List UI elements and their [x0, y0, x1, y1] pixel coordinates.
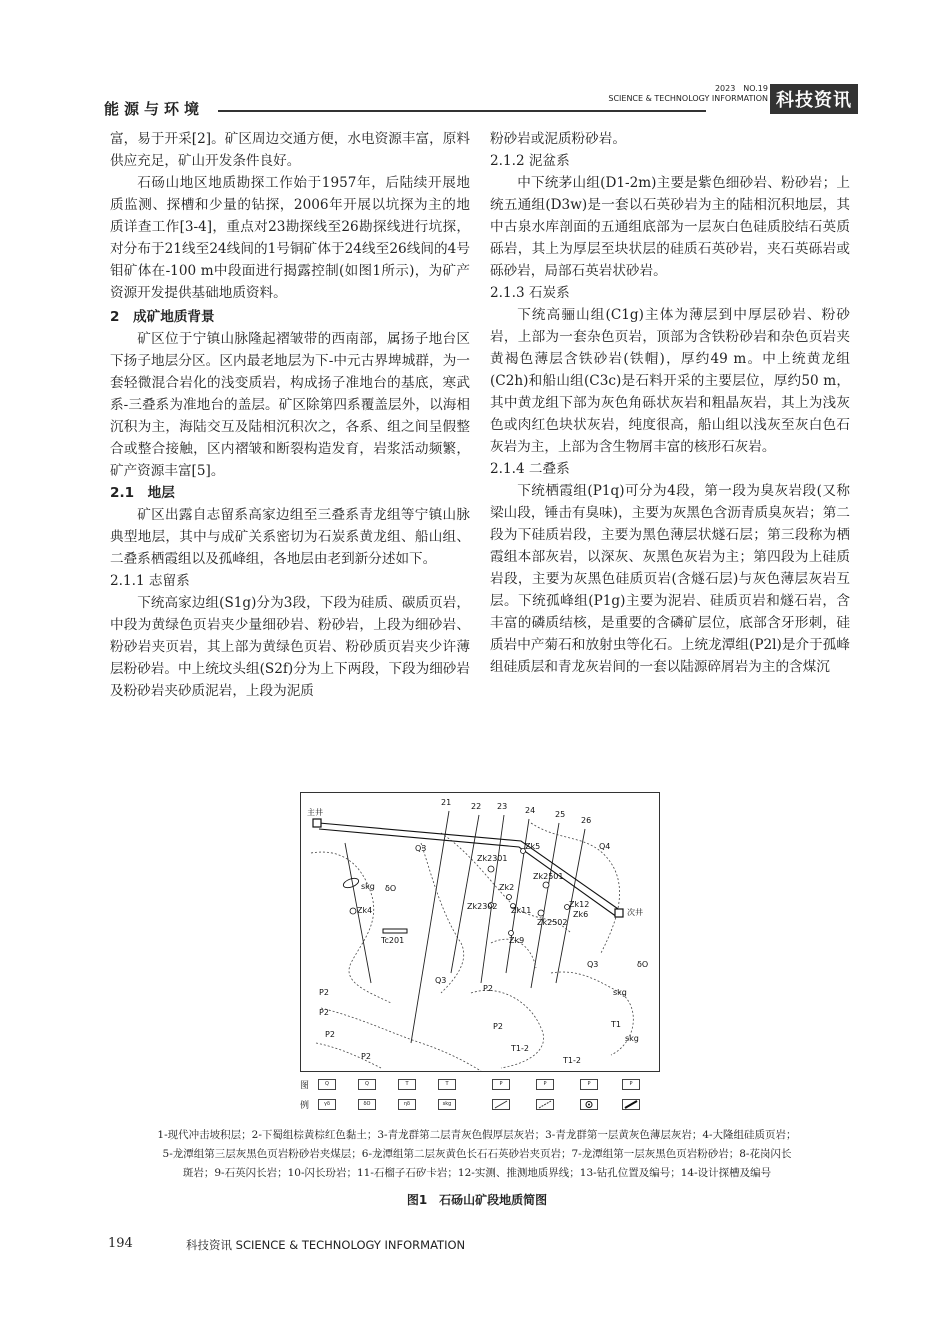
drillhole-label: Zk2302	[467, 902, 498, 911]
stratum-label: P2	[493, 1022, 503, 1031]
stratum-label: P2	[325, 1030, 335, 1039]
legend-swatch: δO	[358, 1099, 376, 1110]
journal-en-name: SCIENCE & TECHNOLOGY INFORMATION	[608, 94, 768, 103]
paragraph: 下统高骊山组(C1g)主体为薄层到中厚层砂岩、粉砂岩，上部为一套杂色页岩，顶部为含铁粉砂岩和杂色页岩夹黄褐色薄层含铁砂岩(铁帽)，厚约49 m。中上统黄龙组(C2h)和船山组(C3c)是石料开采的主要层位，厚约50 m，其中黄龙组下部为灰色角砾状灰岩和粗晶灰岩，其上为浅灰色或肉红色块状灰岩，纯度很高，船山组以浅灰至灰白色石灰岩为主，上部为含生物屑丰富的核形石灰岩。	[490, 307, 850, 455]
legend-swatch: γδ	[318, 1099, 336, 1110]
right-column	[490, 128, 850, 678]
legend-swatch: P	[536, 1079, 554, 1090]
exploration-lines	[345, 811, 585, 1043]
legend-swatch: Q	[318, 1079, 336, 1090]
stratum-label: T1-2	[563, 1056, 581, 1065]
stratum-label: Q4	[599, 842, 611, 851]
drillhole-label: Zk11	[511, 906, 532, 915]
geological-map-figure	[300, 792, 660, 1072]
stratum-label: T1-2	[511, 1044, 529, 1053]
line-label: 25	[555, 810, 566, 819]
stratum-label: P2	[483, 984, 493, 993]
drillhole-label: Zk9	[509, 936, 525, 945]
section-heading: 2 成矿地质背景	[110, 309, 215, 325]
drillhole-label: Zk2301	[477, 854, 508, 863]
legend-title-1: 图	[300, 1081, 310, 1091]
stratum-label: P2	[319, 988, 329, 997]
line-label: 22	[471, 802, 482, 811]
geological-map-svg	[301, 793, 659, 1071]
skarn-body-icon	[342, 877, 360, 890]
subsubsection-heading: 2.1.4 二叠系	[490, 461, 570, 477]
section-title: 能源与环境	[104, 100, 205, 118]
aux-shaft-label: 次井	[627, 908, 643, 917]
main-shaft-icon	[313, 819, 321, 827]
journal-brand-logo: 科技资讯	[770, 84, 858, 114]
legend-line-swatch	[536, 1099, 554, 1110]
rock-label: skg	[613, 988, 627, 997]
main-shaft-label: 主井	[307, 808, 323, 817]
paragraph: 中下统茅山组(D1-2m)主要是紫色细砂岩、粉砂岩；上统五通组(D3w)是一套以石英砂岩为主的陆相沉积地层，其中古泉水库剖面的五通组底部为一层灰白色硅质胶结石英质砾岩，其上为厚层至块状层的硅质石英砂岩，夹石英砾岩或砾砂岩，局部石英岩状砂岩。	[490, 175, 850, 279]
legend-row-2	[300, 1098, 680, 1112]
legend-drillhole-swatch	[580, 1099, 598, 1110]
trench-label: Tc201	[381, 936, 405, 945]
line-label: 21	[441, 798, 452, 807]
drillhole-label: Zk12	[569, 900, 590, 909]
header-rule	[218, 110, 706, 112]
legend-swatch: ηδ	[398, 1099, 416, 1110]
stratum-label: Q3	[415, 844, 427, 853]
stratum-label: P2	[319, 1008, 329, 1017]
footer-journal-name: 科技资讯 SCIENCE & TECHNOLOGY INFORMATION	[186, 1238, 466, 1252]
figure-caption-line: 5-龙潭组第三层灰黑色页岩粉砂岩夹煤层；6-龙潭组第二层灰黄色长石石英砂岩夹页岩；7-龙潭组第一层灰黑色页岩粉砂岩；8-花岗闪长	[162, 1148, 792, 1160]
drillhole-label: Zk5	[525, 842, 541, 851]
legend-swatch: P	[622, 1079, 640, 1090]
drillhole-label: Zk2502	[537, 918, 568, 927]
line-label: 23	[497, 802, 508, 811]
legend-swatch: T	[438, 1079, 456, 1090]
left-column	[110, 128, 470, 702]
subsubsection-heading: 2.1.2 泥盆系	[490, 153, 570, 169]
stratum-label: P2	[361, 1052, 371, 1061]
header-journal-info	[598, 84, 768, 104]
paragraph: 石砀山地区地质勘探工作始于1957年，后陆续开展地质监测、探槽和少量的钻探，2006年开展以坑探为主的地质详查工作[3-4]，重点对23勘探线至26勘探线进行坑探，对分布于21线至24线间的1号铜矿体于24线至26线间的4号钼矿体在-100 m中段面进行揭露控制(如图1所示)，为矿产资源开发提供基础地质资料。	[110, 175, 470, 301]
legend-row-1	[300, 1078, 680, 1092]
geologic-boundaries	[311, 823, 633, 1071]
figure-caption-line: 斑岩；9-石英闪长岩；10-闪长玢岩；11-石榴子石矽卡岩；12-实测、推测地质界线；13-钻孔位置及编号；14-设计探槽及编号	[182, 1167, 772, 1179]
subsubsection-heading: 2.1.1 志留系	[110, 573, 190, 589]
aux-shaft-icon	[615, 909, 623, 917]
paragraph: 富，易于开采[2]。矿区周边交通方便，水电资源丰富，原料供应充足，矿山开发条件良好。	[110, 131, 470, 169]
subsubsection-heading: 2.1.3 石炭系	[490, 285, 570, 301]
figure-title: 图1 石砀山矿段地质简图	[406, 1193, 548, 1207]
paragraph: 矿区出露自志留系高家边组至三叠系青龙组等宁镇山脉典型地层，其中与成矿关系密切为石炭系黄龙组、船山组、二叠系栖霞组以及孤峰组，各地层由老到新分述如下。	[110, 507, 470, 567]
stratum-label: T1	[611, 1020, 621, 1029]
rock-label: skg	[625, 1034, 639, 1043]
stratum-label: Q3	[435, 976, 447, 985]
drillhole-label: Zk6	[573, 910, 589, 919]
drillhole-label: Zk2	[499, 883, 515, 892]
page-number: 194	[108, 1236, 133, 1251]
rock-label: δO	[637, 960, 649, 969]
legend-swatch: skg	[438, 1099, 456, 1110]
rock-label: δO	[385, 884, 397, 893]
paragraph: 下统栖霞组(P1q)可分为4段，第一段为臭灰岩段(又称梁山段，锤击有臭味)，主要为灰黑色含沥青质臭灰岩；第二段为下硅质岩段，主要为黑色薄层状燧石层；第三段称为栖霞组本部灰岩，以深灰、灰黑色灰岩为主；第四段为上硅质岩段，主要为灰黑色硅质页岩(含燧石层)与灰色薄层灰岩互层。下统孤峰组(P1g)主要为泥岩、硅质页岩和燧石岩，含丰富的磷质结核，是重要的含磷矿层位，底部含牙形刺，硅质岩中产菊石和放射虫等化石。上统龙潭组(P2l)是介于孤峰组硅质层和青龙灰岩间的一套以陆源碎屑岩为主的含煤沉	[490, 483, 850, 675]
trench-icon	[383, 929, 407, 933]
legend-trench-swatch	[622, 1099, 640, 1110]
year-issue: 2023 NO.19	[714, 84, 768, 93]
line-label: 26	[581, 816, 592, 825]
legend-swatch: P	[580, 1079, 598, 1090]
legend-swatch: Q	[358, 1079, 376, 1090]
paragraph: 下统高家边组(S1g)分为3段，下段为硅质、碳质页岩，中段为黄绿色页岩夹少量细砂岩、粉砂岩，上段为细砂岩、粉砂岩夹页岩，其上部为黄绿色页岩、粉砂质页岩夹少许薄层粉砂岩。中上统坟头组(S2f)分为上下两段，下段为细砂岩及粉砂岩夹砂质泥岩，上段为泥质	[110, 595, 470, 699]
legend-line-swatch	[492, 1099, 510, 1110]
drillhole-label: Zk2501	[533, 872, 564, 881]
paragraph: 粉砂岩或泥质粉砂岩。	[490, 131, 626, 147]
legend-swatch: T	[398, 1079, 416, 1090]
legend-swatch: P	[492, 1079, 510, 1090]
subsection-heading: 2.1 地层	[110, 485, 175, 501]
stratum-label: Q3	[587, 960, 599, 969]
paragraph: 矿区位于宁镇山脉隆起褶皱带的西南部，属扬子地台区下扬子地层分区。区内最老地层为下-中元古界埤城群，为一套轻微混合岩化的浅变质岩，构成扬子准地台的基底，寒武系-三叠系为准地台的盖层。矿区除第四系覆盖层外，以海相沉积为主，海陆交互及陆相沉积次之，各系、组之间呈假整合或整合接触，区内褶皱和断裂构造发育，岩浆活动频繁，矿产资源丰富[5]。	[110, 331, 470, 479]
rock-label: skg	[361, 882, 375, 891]
legend-title-2: 例	[300, 1101, 310, 1111]
drillhole-label: Zk4	[357, 906, 373, 915]
line-label: 24	[525, 806, 536, 815]
figure-caption-line: 1-现代冲击坡积层；2-下蜀组棕黄棕红色黏土；3-青龙群第二层青灰色假厚层灰岩；3-青龙群第一层黄灰色薄层灰岩；4-大隆组硅质页岩；	[157, 1129, 797, 1141]
